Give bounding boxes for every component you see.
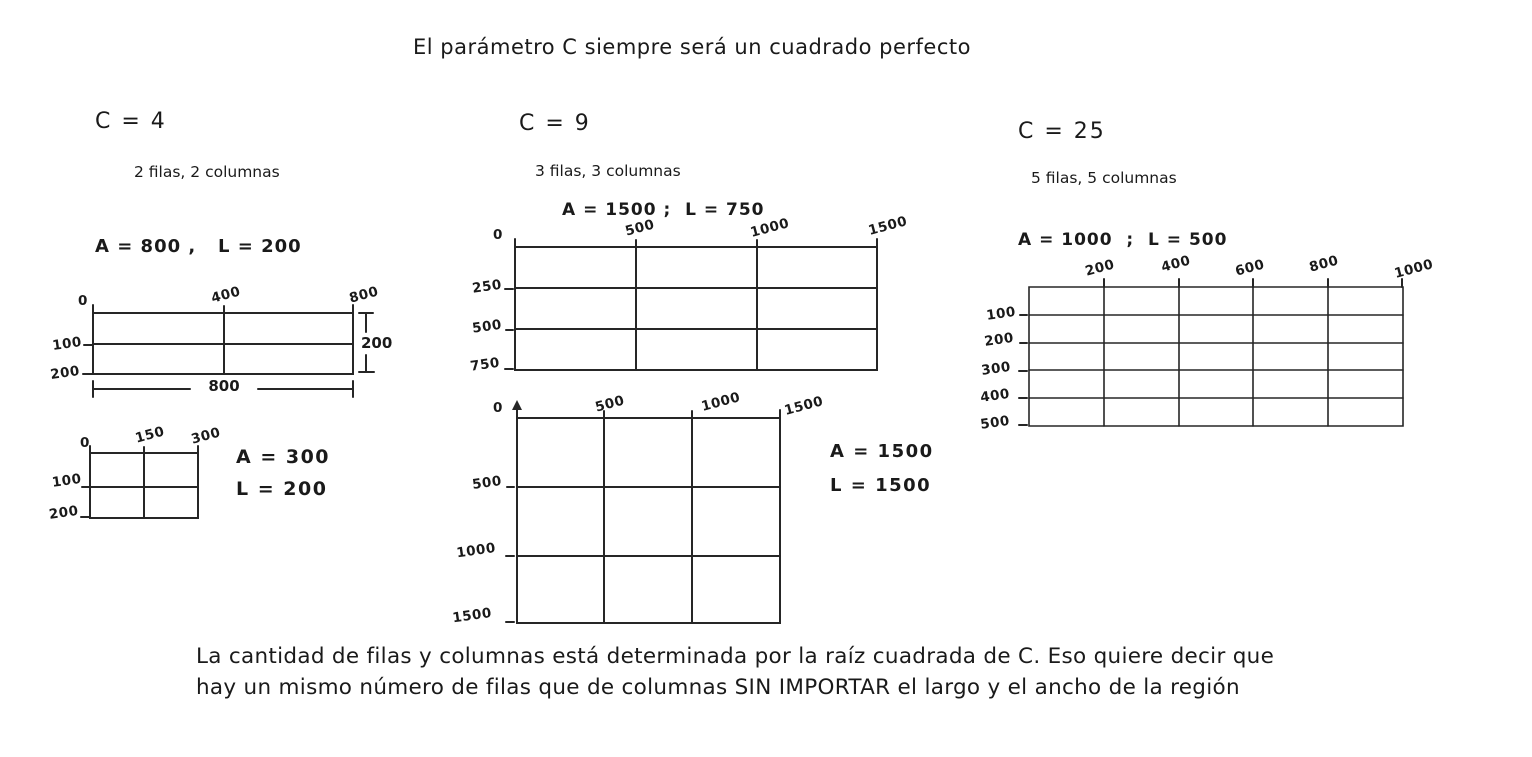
y-tick-label: 250 <box>471 276 503 297</box>
c4-grid2-lines <box>81 446 198 518</box>
x-tick-label: 0 <box>78 293 88 309</box>
y-tick-label: 500 <box>471 473 503 493</box>
c9-grid1-lines <box>505 239 877 370</box>
footer-note-line2: hay un mismo número de filas que de columnas SIN IMPORTAR el largo y el ancho de la región <box>196 675 1240 700</box>
x-tick-label: 1500 <box>782 393 826 419</box>
x-tick-label: 1000 <box>748 215 792 241</box>
x-tick-label: 200 <box>1083 256 1117 280</box>
c9-header: C = 9 <box>519 111 591 136</box>
y-tick-label: 1500 <box>451 605 493 627</box>
y-tick-label: 500 <box>471 316 503 337</box>
y-tick-label: 100 <box>51 333 83 354</box>
area-label: A = 1500 <box>830 441 934 462</box>
c25-grid-lines <box>1019 279 1403 426</box>
x-tick-label: 0 <box>493 400 503 416</box>
x-tick-label: 500 <box>623 216 657 240</box>
y-tick-label: 500 <box>979 412 1011 433</box>
x-tick-label: 600 <box>1233 256 1267 280</box>
x-tick-label: 800 <box>1307 252 1341 276</box>
x-tick-label: 150 <box>133 423 167 447</box>
axis-arrow-up <box>512 400 522 410</box>
c25-header: C = 25 <box>1018 119 1106 144</box>
footer-note-line1: La cantidad de filas y columnas está determinada por la raíz cuadrada de C. Eso quiere decir que <box>196 644 1275 669</box>
x-tick-label: 300 <box>189 424 223 448</box>
height-dimension-label: 200 <box>361 334 393 352</box>
x-tick-label: 1000 <box>699 389 743 415</box>
x-tick-label: 400 <box>209 283 243 307</box>
c4-al-label: A = 800 , L = 200 <box>95 236 302 257</box>
c9-al-label: A = 1500 ; L = 750 <box>562 200 765 220</box>
c4-header: C = 4 <box>95 109 167 134</box>
y-tick-label: 100 <box>50 470 83 491</box>
c9-grid2-lines <box>506 400 780 623</box>
c25-al-label: A = 1000 ; L = 500 <box>1018 230 1228 250</box>
c9-dims-label: 3 filas, 3 columnas <box>535 162 681 180</box>
x-tick-label: 500 <box>593 392 627 416</box>
y-tick-label: 300 <box>980 358 1012 379</box>
page-title: El parámetro C siempre será un cuadrado perfecto <box>413 35 971 59</box>
width-dimension-label: 800 <box>208 377 240 395</box>
y-tick-label: 750 <box>469 354 501 375</box>
length-label: L = 200 <box>236 478 328 500</box>
x-tick-label: 0 <box>80 435 90 451</box>
x-tick-label: 1500 <box>866 213 910 239</box>
y-tick-label: 100 <box>985 303 1017 324</box>
length-label: L = 1500 <box>830 475 932 496</box>
y-tick-label: 400 <box>979 385 1011 406</box>
area-label: A = 300 <box>236 446 331 468</box>
x-tick-label: 0 <box>493 227 503 243</box>
c4-dims-label: 2 filas, 2 columnas <box>134 163 280 181</box>
y-tick-label: 200 <box>983 329 1015 350</box>
x-tick-label: 400 <box>1159 252 1193 276</box>
y-tick-label: 1000 <box>455 540 497 562</box>
y-tick-label: 200 <box>49 362 81 383</box>
y-tick-label: 200 <box>47 502 80 523</box>
x-tick-label: 800 <box>347 283 381 307</box>
x-tick-label: 1000 <box>1392 256 1436 282</box>
c25-dims-label: 5 filas, 5 columnas <box>1031 169 1177 187</box>
